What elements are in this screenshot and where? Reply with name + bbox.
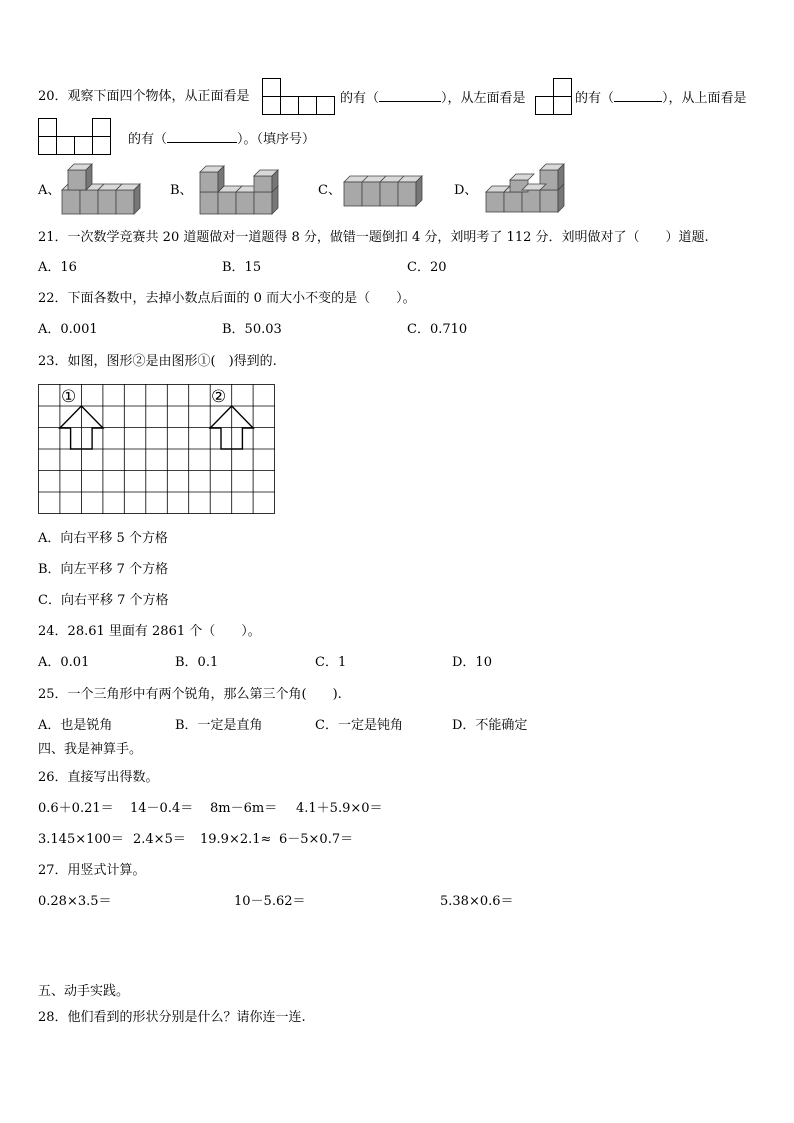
q26-item: 14－0.4＝	[130, 801, 194, 816]
q25-stem: 25．一个三角形中有两个锐角，那么第三个角( ).	[38, 687, 342, 702]
q27-item: 10－5.62＝	[234, 894, 306, 909]
q20-line1	[38, 89, 250, 105]
q20-blank-3[interactable]	[167, 130, 237, 143]
q21-stem: 21．一次数学竞赛共 20 道题做对一道题得 8 分，做错一题倒扣 4 分，刘明考了 112 分．刘明做对了（ ）道题.	[38, 230, 709, 245]
q24-option-a[interactable]: A．0.01	[38, 655, 90, 670]
shape-label-1: ①	[61, 387, 77, 407]
section-4-heading: 四、我是神算手。	[38, 742, 143, 757]
q25-option-c[interactable]: C．一定是钝角	[315, 718, 403, 733]
q20-blank-2[interactable]	[614, 89, 662, 102]
q20-text-d: 的有（	[575, 91, 615, 106]
q20-text-b: 的有（	[340, 91, 380, 106]
q20-text-a: 20．观察下面四个物体，从正面看是	[38, 89, 250, 104]
q27-stem: 27．用竖式计算。	[38, 863, 146, 878]
q21-option-b[interactable]: B．15	[222, 260, 262, 275]
cube-figure-b	[196, 162, 286, 217]
q20-option-c-label[interactable]: C、	[318, 183, 341, 198]
cube-figure-a	[58, 162, 148, 217]
q20-option-a-label[interactable]: A、	[38, 183, 61, 198]
q20-text-g: ）。（填序号）	[237, 132, 316, 147]
q20-option-d-label[interactable]: D、	[454, 183, 478, 198]
q23-option-c[interactable]: C．向右平移 7 个方格	[38, 593, 169, 608]
q20-text-c: ），从左面看是	[441, 91, 526, 106]
q24-option-d[interactable]: D．10	[452, 655, 492, 670]
q27-item: 5.38×0.6＝	[440, 894, 514, 909]
q25-option-d[interactable]: D．不能确定	[452, 718, 528, 733]
q26-stem: 26．直接写出得数。	[38, 770, 159, 785]
q26-item: 8m－6m＝	[210, 801, 278, 816]
q20-option-b-label[interactable]: B、	[170, 183, 193, 198]
q26-item: 6－5×0.7＝	[279, 832, 354, 847]
q20-text-d-wrap	[575, 89, 747, 107]
q23-option-b[interactable]: B．向左平移 7 个方格	[38, 562, 169, 577]
q26-item: 19.9×2.1≈	[200, 832, 272, 847]
q22-stem: 22．下面各数中，去掉小数点后面的 0 而大小不变的是（ ）。	[38, 291, 416, 306]
left-view-figure	[535, 78, 575, 118]
top-view-figure	[38, 118, 118, 158]
q23-stem: 23．如图，图形②是由图形①( )得到的.	[38, 354, 277, 369]
q20-line2	[128, 130, 315, 148]
q20-text-e: ），从上面看是	[662, 91, 747, 106]
q24-stem: 24．28.61 里面有 2861 个（ ）。	[38, 624, 261, 639]
q25-option-b[interactable]: B．一定是直角	[175, 718, 263, 733]
q22-option-c[interactable]: C．0.710	[407, 322, 468, 337]
q21-option-c[interactable]: C．20	[407, 260, 447, 275]
q24-option-c[interactable]: C．1	[315, 655, 347, 670]
q25-option-a[interactable]: A．也是锐角	[38, 718, 113, 733]
q20-blank-1[interactable]	[379, 89, 441, 102]
cube-figure-d	[482, 160, 582, 220]
q26-item: 2.4×5＝	[133, 832, 186, 847]
section-5-heading: 五、动手实践。	[38, 984, 130, 999]
q26-item: 3.145×100＝	[38, 832, 124, 847]
front-view-figure	[262, 78, 342, 118]
q22-option-a[interactable]: A．0.001	[38, 322, 98, 337]
q20-text-f: 的有（	[128, 132, 168, 147]
q20-text-b-wrap	[340, 89, 526, 107]
q21-option-a[interactable]: A．16	[38, 260, 77, 275]
cube-figure-c	[340, 162, 430, 217]
shape-label-2: ②	[211, 387, 227, 407]
q28-stem: 28．他们看到的形状分别是什么？请你连一连.	[38, 1010, 306, 1025]
q22-option-b[interactable]: B．50.03	[222, 322, 282, 337]
q26-item: 4.1＋5.9×0＝	[296, 801, 383, 816]
q24-option-b[interactable]: B．0.1	[175, 655, 219, 670]
q27-item: 0.28×3.5＝	[38, 894, 112, 909]
q23-option-a[interactable]: A．向右平移 5 个方格	[38, 531, 168, 546]
translation-grid	[38, 384, 278, 516]
q26-item: 0.6＋0.21＝	[38, 801, 114, 816]
